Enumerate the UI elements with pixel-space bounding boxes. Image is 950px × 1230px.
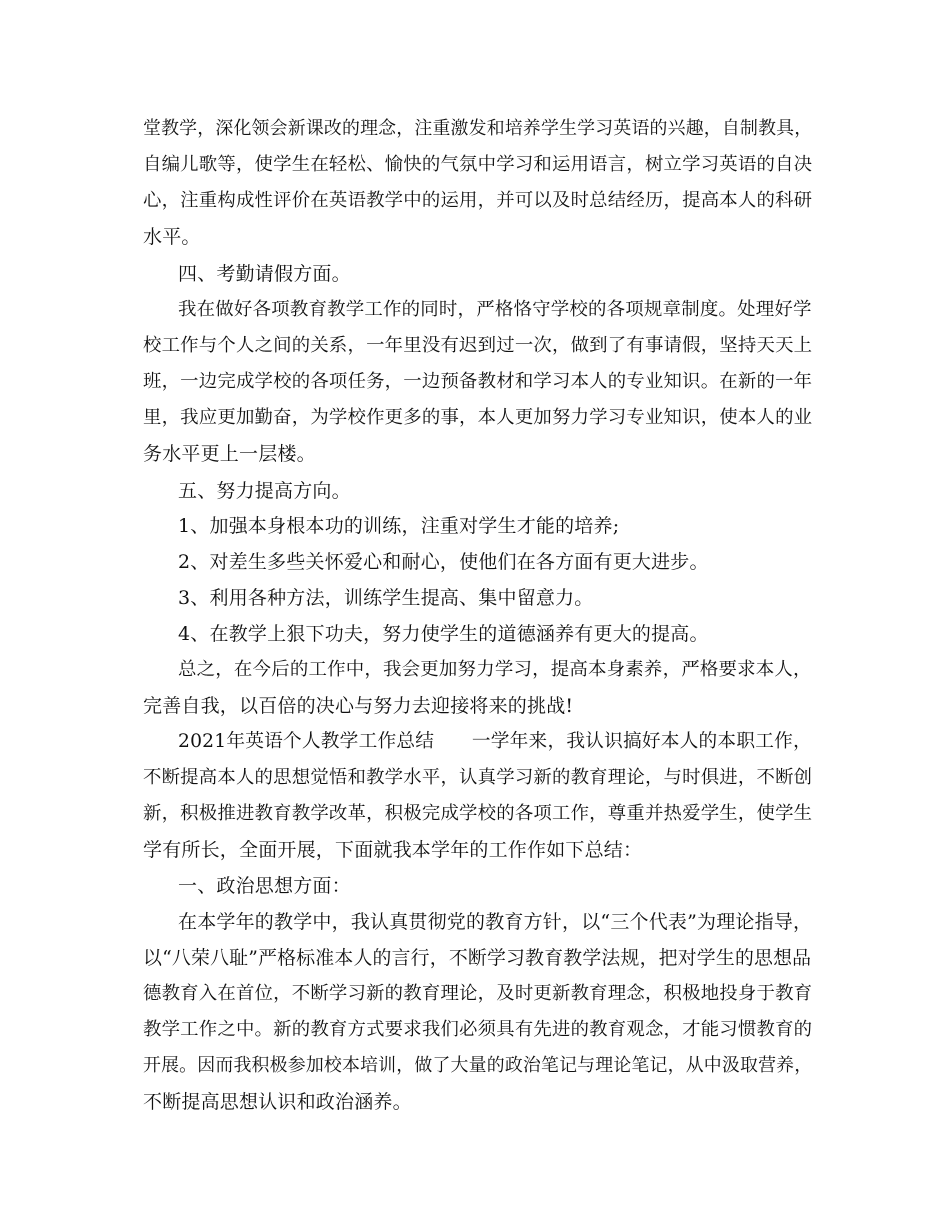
text-line: 务水平更上一层楼。: [143, 443, 316, 465]
text-line: 水平。: [143, 226, 201, 248]
text-line: 完善自我，以百倍的决心与努力去迎接将来的挑战!: [143, 695, 574, 717]
text-line: 新，积极推进教育教学改革，积极完成学校的各项工作，尊重并热爱学生，使学生: [143, 803, 813, 824]
text-line: 总之，在今后的工作中，我会更加努力学习，提高本身素养，严格要求本人，: [178, 659, 812, 680]
text-line: 德教育入在首位，不断学习新的教育理论，及时更新教育理念，积极地投身于教育: [143, 983, 813, 1004]
section-heading: 四、考勤请假方面。: [178, 263, 351, 285]
list-item: 3、利用各种方法，训练学生提高、集中留意力。: [178, 587, 594, 609]
text-line: 班，一边完成学校的各项任务，一边预备教材和学习本人的专业知识。在新的一年: [143, 371, 813, 392]
text-line: 教学工作之中。新的教育方式要求我们必须具有先进的教育观念，才能习惯教育的: [143, 1019, 813, 1040]
text-line: 堂教学，深化领会新课改的理念，注重激发和培养学生学习英语的兴趣，自制教具，: [143, 118, 813, 139]
section-heading: 2021年英语个人教学工作总结 一学年来，我认识搞好本人的本职工作，: [178, 731, 812, 752]
text-line: 校工作与个人之间的关系，一年里没有迟到过一次，做到了有事请假，坚持天天上: [143, 335, 813, 356]
text-line: 以“八荣八耻”严格标准本人的言行，不断学习教育教学法规，把对学生的思想品: [143, 947, 812, 969]
section-heading: 五、努力提高方向。: [178, 480, 351, 502]
text-line: 不断提高思想认识和政治涵养。: [143, 1091, 412, 1113]
text-line: 在本学年的教学中，我认真贯彻党的教育方针，以“三个代表”为理论指导，: [178, 911, 813, 933]
text-line: 心，注重构成性评价在英语教学中的运用，并可以及时总结经历，提高本人的科研: [143, 190, 813, 211]
list-item: 4、在教学上狠下功夫，努力使学生的道德涵养有更大的提高。: [178, 623, 709, 645]
list-item: 2、对差生多些关怀爱心和耐心，使他们在各方面有更大进步。: [178, 551, 709, 573]
text-line: 不断提高本人的思想觉悟和教学水平，认真学习新的教育理论，与时俱进，不断创: [143, 767, 813, 788]
text-line: 里，我应更加勤奋，为学校作更多的事，本人更加努力学习专业知识，使本人的业: [143, 407, 813, 428]
text-line: 开展。因而我积极参加校本培训，做了大量的政治笔记与理论笔记，从中汲取营养，: [143, 1055, 813, 1076]
section-heading: 一、政治思想方面：: [178, 875, 351, 897]
text-line: 自编儿歌等，使学生在轻松、愉快的气氛中学习和运用语言，树立学习英语的自决: [143, 154, 813, 175]
text-line: 学有所长，全面开展，下面就我本学年的工作作如下总结：: [143, 839, 643, 861]
list-item: 1、加强本身根本功的训练，注重对学生才能的培养;: [178, 515, 620, 537]
text-line: 我在做好各项教育教学工作的同时，严格恪守学校的各项规章制度。处理好学: [178, 299, 812, 320]
